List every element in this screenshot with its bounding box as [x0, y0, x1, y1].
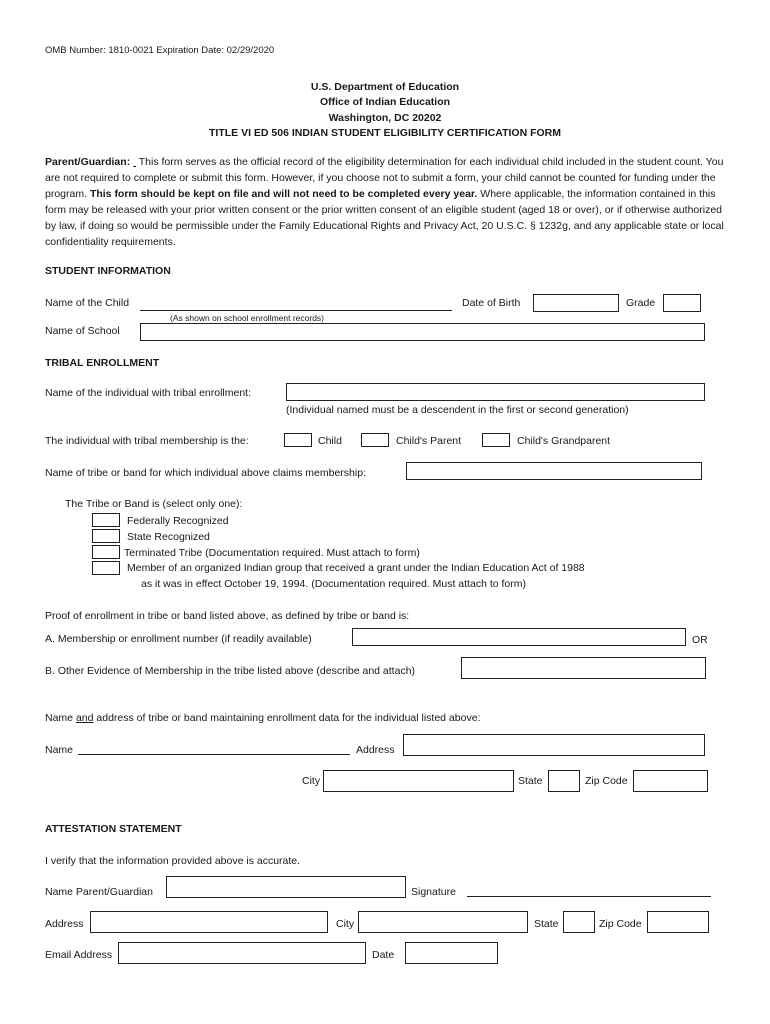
tribal-heading: TRIBAL ENROLLMENT	[45, 357, 160, 369]
child-name-note: (As shown on school enrollment records)	[170, 313, 325, 323]
child-name-field[interactable]	[140, 293, 452, 311]
tribe-city-label: City	[302, 775, 321, 787]
individual-note: (Individual named must be a descendent in the first or second generation)	[286, 404, 629, 416]
grandparent-option-label: Child's Grandparent	[517, 435, 611, 447]
enrollment-number-field[interactable]	[352, 628, 686, 646]
tribe-zip-field[interactable]	[633, 770, 708, 792]
child-name-label: Name of the Child	[45, 297, 130, 309]
intro-bold: This form should be kept on file and will not need to be completed every year.	[89, 188, 478, 200]
individual-field[interactable]	[286, 383, 705, 401]
tribe-name-field-label: Name	[45, 744, 74, 756]
attest-heading: ATTESTATION STATEMENT	[45, 823, 182, 835]
proof-label: Proof of enrollment in tribe or band listed above, as defined by tribe or band is:	[45, 610, 410, 622]
federal-label: Federally Recognized	[127, 515, 229, 527]
tribe-contact-name-field[interactable]	[78, 754, 350, 755]
office-location: Washington, DC 20202	[328, 112, 442, 124]
parent-city-label: City	[336, 918, 355, 930]
parent-state-field[interactable]	[563, 911, 595, 933]
intro-paragraph	[45, 154, 735, 250]
tribe-zip-label: Zip Code	[585, 775, 628, 787]
organized-group-checkbox[interactable]	[92, 561, 120, 575]
parent-city-field[interactable]	[358, 911, 528, 933]
tribe-address-intro: Name and address of tribe or band maintaining enrollment data for the individual listed above:	[45, 712, 481, 724]
date-field[interactable]	[405, 942, 498, 964]
school-label: Name of School	[45, 325, 120, 337]
date-label: Date	[372, 949, 395, 961]
intro-text-1: This form serves as the official record of the eligibility determination for each individual child included in the student count. You are not required to complete or submit this form. However, if you choose not to submit a form, your child cannot be counted for funding under the program.	[45, 156, 724, 200]
tribe-select-label: The Tribe or Band is (select only one):	[65, 498, 243, 510]
or-label: OR	[692, 634, 708, 646]
organized-group-label-1: Member of an organized Indian group that received a grant under the Indian Education Act of 1988	[127, 562, 585, 574]
grade-field[interactable]	[663, 294, 701, 312]
federal-checkbox[interactable]	[92, 513, 120, 527]
school-field[interactable]	[140, 323, 705, 341]
other-evidence-label: B. Other Evidence of Membership in the tribe listed above (describe and attach)	[45, 665, 416, 677]
parent-address-field[interactable]	[90, 911, 328, 933]
verify-statement: I verify that the information provided above is accurate.	[45, 855, 301, 867]
child-option-label: Child	[318, 435, 342, 447]
parent-option-label: Child's Parent	[396, 435, 462, 447]
signature-field[interactable]	[467, 896, 711, 897]
child-checkbox[interactable]	[284, 433, 312, 447]
signature-label: Signature	[411, 886, 456, 898]
tribe-city-field[interactable]	[323, 770, 514, 792]
parent-zip-field[interactable]	[647, 911, 709, 933]
parent-address-label: Address	[45, 918, 84, 930]
grandparent-checkbox[interactable]	[482, 433, 510, 447]
state-checkbox[interactable]	[92, 529, 120, 543]
terminated-checkbox[interactable]	[92, 545, 120, 559]
parent-checkbox[interactable]	[361, 433, 389, 447]
email-field[interactable]	[118, 942, 366, 964]
agency-name: U.S. Department of Education	[310, 81, 460, 93]
parent-name-field[interactable]	[166, 876, 406, 898]
office-name: Office of Indian Education	[319, 96, 451, 108]
parent-zip-label: Zip Code	[599, 918, 642, 930]
tribe-name-field[interactable]	[406, 462, 702, 480]
tribe-address-field[interactable]	[403, 734, 705, 756]
membership-label: The individual with tribal membership is the:	[45, 435, 249, 447]
student-heading: STUDENT INFORMATION	[45, 265, 171, 277]
individual-label: Name of the individual with tribal enrollment:	[45, 387, 252, 399]
omb-number: OMB Number: 1810-0021 Expiration Date: 02/29/2020	[45, 45, 275, 56]
enrollment-number-label: A. Membership or enrollment number (if readily available)	[45, 633, 312, 645]
intro-text-2: Where applicable, the information contained in this form may be released with your prior written consent or the prior written consent of an eligible student (aged 18 or over), or if otherwise authorized by law, if doing so would be permissible under the Family Educational Rights and Privacy Act, 20 U.S.C. § 1232g, and any applicable state or local confidentiality requirements.	[45, 188, 724, 248]
form-title: TITLE VI ED 506 INDIAN STUDENT ELIGIBILITY CERTIFICATION FORM	[209, 127, 561, 139]
grade-label: Grade	[626, 297, 656, 309]
tribe-state-label: State	[518, 775, 543, 787]
state-recognized-label: State Recognized	[127, 531, 210, 543]
other-evidence-field[interactable]	[461, 657, 706, 679]
email-label: Email Address	[45, 949, 113, 961]
terminated-label: Terminated Tribe (Documentation required. Must attach to form)	[124, 547, 420, 559]
tribe-state-field[interactable]	[548, 770, 580, 792]
dob-field[interactable]	[533, 294, 619, 312]
parent-state-label: State	[534, 918, 559, 930]
organized-group-label-2: as it was in effect October 19, 1994. (Documentation required. Must attach to form)	[141, 578, 526, 590]
tribe-address-label: Address	[356, 744, 395, 756]
tribe-name-label: Name of tribe or band for which individual above claims membership:	[45, 467, 366, 479]
parent-name-label: Name Parent/Guardian	[45, 886, 153, 898]
dob-label: Date of Birth	[462, 297, 521, 309]
intro-label: Parent/Guardian:	[45, 156, 131, 168]
